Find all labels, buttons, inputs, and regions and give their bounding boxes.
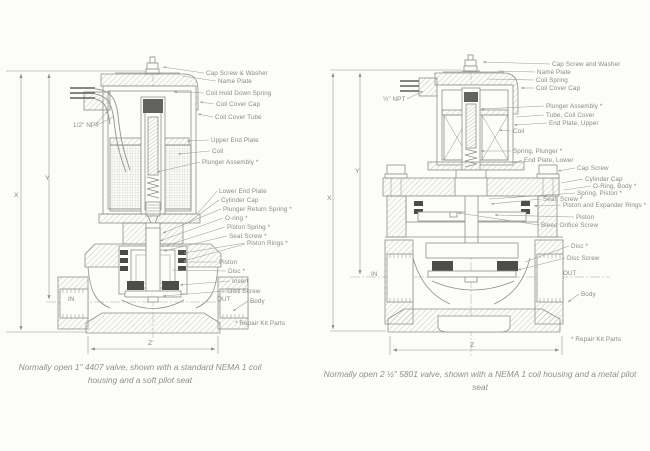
repair-kit-note: * Repair Kit Parts bbox=[235, 320, 286, 327]
label-spring-plunger: Spring, Plunger * bbox=[513, 148, 563, 155]
dim-label-x: X bbox=[327, 195, 332, 202]
label-disc: Disc * bbox=[571, 243, 589, 250]
label-piston: Piston bbox=[576, 214, 595, 221]
label-lower-end-plate: Lower End Plate bbox=[219, 188, 267, 195]
base-foot bbox=[438, 316, 510, 332]
right-solenoid-head bbox=[400, 55, 524, 186]
label-npt: 1/2" NPT bbox=[73, 122, 100, 129]
label-coil-hold-down-spring: Coil Hold Down Spring bbox=[206, 90, 272, 97]
disc-screw-shape bbox=[465, 277, 477, 282]
label-cap-screw: Cap Screw bbox=[577, 165, 609, 172]
end-plate-lower-shape bbox=[428, 162, 524, 170]
label-tube-coil-cover: Tube, Coil Cover bbox=[546, 112, 595, 119]
body-base bbox=[86, 313, 220, 333]
disc-shape bbox=[432, 261, 453, 271]
plunger-top bbox=[464, 92, 478, 102]
label-o-ring: O-ring * bbox=[225, 215, 248, 222]
dim-label-x: X bbox=[14, 192, 19, 199]
label-cylinder-cap: Cylinder Cap bbox=[585, 176, 623, 183]
label-disc-screw: Disc Screw bbox=[567, 255, 600, 262]
label-piston-rings: Piston Rings * bbox=[247, 240, 288, 247]
dim-label-y: Y bbox=[45, 175, 50, 182]
label-port-in: IN bbox=[371, 271, 378, 278]
label-piston-spring: Piston Spring * bbox=[227, 224, 271, 231]
disc-screw-shape bbox=[148, 297, 158, 302]
label-seat-screw: Seat Screw * bbox=[229, 233, 267, 240]
plunger-body bbox=[466, 104, 476, 148]
label-plunger-return-spring: Plunger Return Spring * bbox=[223, 206, 292, 213]
neck bbox=[456, 170, 486, 178]
stem bbox=[146, 228, 160, 296]
repair-kit-note: * Repair Kit Parts bbox=[571, 336, 622, 343]
label-cap-screw-washer: Cap Screw and Washer bbox=[552, 61, 621, 68]
label-body: Body bbox=[581, 291, 596, 298]
dim-label-z: Z bbox=[470, 342, 475, 349]
left-valve-caption bbox=[10, 361, 270, 386]
label-o-ring-body: O-Ring, Body * bbox=[593, 183, 637, 190]
label-piston-expander-rings: Piston and Expander Rings * bbox=[563, 202, 647, 209]
label-port-out: OUT bbox=[563, 270, 577, 277]
label-coil-spring: Coil Spring bbox=[536, 77, 568, 84]
label-coil-cover-tube: Coil Cover Tube bbox=[215, 114, 262, 121]
disc-shape bbox=[125, 291, 181, 297]
left-solenoid-head bbox=[70, 57, 198, 228]
label-end-plate-lower: End Plate, Lower bbox=[524, 157, 574, 164]
conduit-hub bbox=[419, 78, 437, 96]
lead-wires bbox=[400, 81, 419, 91]
label-seat-screw: Seat, Screw * bbox=[543, 196, 583, 203]
label-piston: Piston bbox=[219, 259, 238, 266]
cap-screw bbox=[150, 57, 155, 63]
label-upper-end-plate: Upper End Plate bbox=[211, 137, 259, 144]
coil-winding-right bbox=[165, 145, 191, 211]
plunger-body bbox=[148, 117, 158, 175]
label-name-plate: Name Plate bbox=[537, 69, 571, 76]
label-name-plate: Name Plate bbox=[218, 78, 252, 85]
disc-holder bbox=[426, 243, 518, 258]
dim-label-y: Y bbox=[355, 168, 360, 175]
label-spring-piston: Spring, Piston * bbox=[577, 190, 623, 197]
label-body: Body bbox=[250, 298, 265, 305]
cap-screw-top bbox=[468, 55, 473, 60]
right-caption-line1: Normally open 2 ½" 5801 valve, shown with a NEMA 1 coil housing and a metal pilot bbox=[323, 369, 637, 379]
right-caption-line2: seat bbox=[472, 381, 488, 392]
lower-end-plate-shape bbox=[99, 214, 200, 223]
left-caption-line1: Normally open 1" 4407 valve, shown with a standard NEMA 1 coil bbox=[18, 362, 262, 372]
body-wall-left bbox=[387, 196, 406, 237]
insert-shape bbox=[127, 281, 144, 290]
label-plunger-assembly: Plunger Assembly * bbox=[202, 159, 259, 166]
label-end-plate-upper: End Plate, Upper bbox=[549, 120, 599, 127]
label-insert: Insert bbox=[232, 278, 249, 285]
label-port-in: IN bbox=[68, 296, 75, 303]
label-disc: Disc * bbox=[228, 268, 246, 275]
label-coil-cover-cap: Coil Cover Cap bbox=[536, 85, 581, 92]
label-coil: Coil bbox=[212, 148, 224, 155]
label-disc-screw: Disc Screw bbox=[228, 288, 261, 295]
plunger-top bbox=[143, 99, 163, 113]
left-caption-line2: housing and a soft pilot seat bbox=[87, 374, 193, 385]
label-coil: Coil bbox=[513, 128, 525, 135]
label-cap-screw-washer: Cap Screw & Washer bbox=[206, 70, 268, 77]
right-valve-body bbox=[383, 165, 563, 332]
label-cylinder-cap: Cylinder Cap bbox=[221, 197, 259, 204]
right-valve-caption bbox=[312, 368, 648, 393]
label-port-out: OUT bbox=[217, 296, 231, 303]
label-npt: ½" NPT bbox=[383, 96, 406, 103]
label-coil-cover-cap: Coil Cover Cap bbox=[216, 101, 261, 108]
label-plunger-assembly: Plunger Assembly * bbox=[546, 103, 603, 110]
dim-label-z: Z bbox=[148, 340, 153, 347]
label-bleed-orifice-screw: Bleed Orifice Screw bbox=[541, 222, 599, 229]
left-valve-body bbox=[58, 214, 248, 333]
